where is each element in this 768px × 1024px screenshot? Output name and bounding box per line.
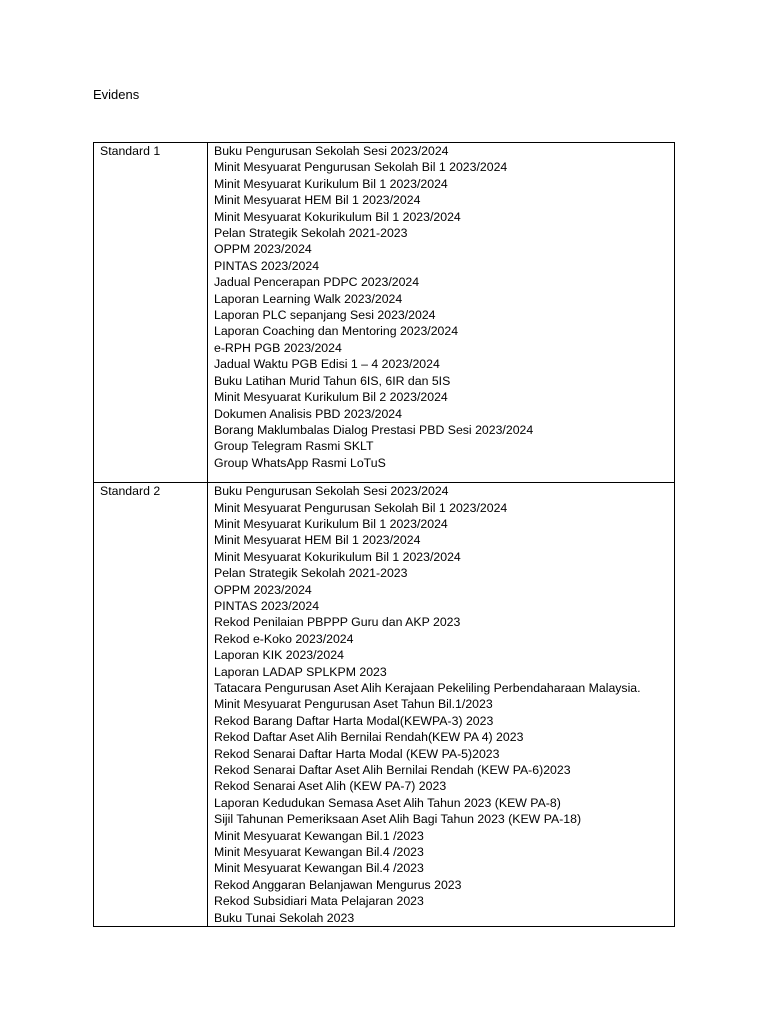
evidence-item: Buku Pengurusan Sekolah Sesi 2023/2024 <box>214 144 449 158</box>
evidence-item: Rekod Subsidiari Mata Pelajaran 2023 <box>214 894 424 909</box>
evidence-item: Laporan Kedudukan Semasa Aset Alih Tahun 2023 (KEW PA-8) <box>214 795 561 810</box>
evidence-item: Minit Mesyuarat Pengurusan Aset Tahun Bil.1/2023 <box>214 697 493 712</box>
evidence-item: Minit Mesyuarat Kewangan Bil.4 /2023 <box>214 861 424 876</box>
evidence-item: PINTAS 2023/2024 <box>214 598 320 613</box>
evidence-item: Laporan LADAP SPLKPM 2023 <box>214 664 387 679</box>
page-title: Evidens <box>93 87 140 102</box>
evidence-item: Minit Mesyuarat Kurikulum Bil 1 2023/2024 <box>214 516 448 531</box>
evidence-item: Borang Maklumbalas Dialog Prestasi PBD Sesi 2023/2024 <box>214 422 534 437</box>
evidence-item: Minit Mesyuarat Kewangan Bil.4 /2023 <box>214 845 424 860</box>
standard-cell <box>94 483 208 927</box>
evidence-item: Rekod Barang Daftar Harta Modal(KEWPA-3) 2023 <box>214 713 494 728</box>
evidence-item: Minit Mesyuarat Kokurikulum Bil 1 2023/2024 <box>214 209 461 224</box>
evidence-table <box>93 142 675 927</box>
standard-label: Standard 1 <box>100 144 161 158</box>
evidence-item: Rekod e-Koko 2023/2024 <box>214 631 354 646</box>
evidence-item: Minit Mesyuarat HEM Bil 1 2023/2024 <box>214 193 421 208</box>
evidence-item: Pelan Strategik Sekolah 2021-2023 <box>214 566 408 581</box>
evidence-item: Minit Mesyuarat Pengurusan Sekolah Bil 1 2023/2024 <box>214 500 508 515</box>
evidence-item: Laporan KIK 2023/2024 <box>214 648 344 663</box>
evidence-item: PINTAS 2023/2024 <box>214 258 320 273</box>
evidence-list-cell <box>208 143 675 483</box>
evidence-item: Minit Mesyuarat HEM Bil 1 2023/2024 <box>214 533 421 548</box>
evidence-item: OPPM 2023/2024 <box>214 242 312 257</box>
evidence-list-cell <box>208 483 675 927</box>
evidence-item: Sijil Tahunan Pemeriksaan Aset Alih Bagi Tahun 2023 (KEW PA-18) <box>214 812 582 827</box>
table-row <box>94 483 675 927</box>
evidence-item: Minit Mesyuarat Kewangan Bil.1 /2023 <box>214 828 424 843</box>
evidence-item: Laporan Learning Walk 2023/2024 <box>214 291 403 306</box>
evidence-item: Jadual Waktu PGB Edisi 1 – 4 2023/2024 <box>214 357 440 372</box>
table-body <box>94 143 675 927</box>
evidence-item: OPPM 2023/2024 <box>214 582 312 597</box>
evidence-item: e-RPH PGB 2023/2024 <box>214 340 342 355</box>
evidence-item: Minit Mesyuarat Pengurusan Sekolah Bil 1 2023/2024 <box>214 160 508 175</box>
evidence-item: Group WhatsApp Rasmi LoTuS <box>214 455 386 470</box>
evidence-item: Rekod Penilaian PBPPP Guru dan AKP 2023 <box>214 615 461 630</box>
evidence-item: Rekod Daftar Aset Alih Bernilai Rendah(KEW PA 4) 2023 <box>214 730 524 745</box>
evidence-item: Buku Pengurusan Sekolah Sesi 2023/2024 <box>214 484 449 499</box>
evidence-item: Laporan Coaching dan Mentoring 2023/2024 <box>214 324 459 339</box>
evidence-item: Laporan PLC sepanjang Sesi 2023/2024 <box>214 308 436 323</box>
evidence-item: Rekod Senarai Aset Alih (KEW PA-7) 2023 <box>214 779 447 794</box>
table-row <box>94 143 675 483</box>
evidence-item: Tatacara Pengurusan Aset Alih Kerajaan Pekeliling Perbendaharaan Malaysia. <box>214 681 641 695</box>
evidence-item: Rekod Anggaran Belanjawan Mengurus 2023 <box>214 877 462 892</box>
evidence-item: Minit Mesyuarat Kurikulum Bil 1 2023/2024 <box>214 176 448 191</box>
evidence-item: Group Telegram Rasmi SKLT <box>214 439 374 454</box>
evidence-item: Jadual Pencerapan PDPC 2023/2024 <box>214 275 420 290</box>
evidence-item: Buku Latihan Murid Tahun 6IS, 6IR dan 5IS <box>214 373 451 388</box>
evidence-item: Rekod Senarai Daftar Harta Modal (KEW PA-5)2023 <box>214 746 500 761</box>
evidence-item: Pelan Strategik Sekolah 2021-2023 <box>214 226 408 241</box>
evidence-item: Minit Mesyuarat Kurikulum Bil 2 2023/2024 <box>214 390 448 405</box>
evidence-item: Minit Mesyuarat Kokurikulum Bil 1 2023/2024 <box>214 549 461 564</box>
evidence-item: Buku Tunai Sekolah 2023 <box>214 910 355 925</box>
evidence-item: Dokumen Analisis PBD 2023/2024 <box>214 406 402 421</box>
standard-label: Standard 2 <box>100 484 161 499</box>
standard-cell <box>94 143 208 483</box>
evidence-item: Rekod Senarai Daftar Aset Alih Bernilai Rendah (KEW PA-6)2023 <box>214 763 571 778</box>
